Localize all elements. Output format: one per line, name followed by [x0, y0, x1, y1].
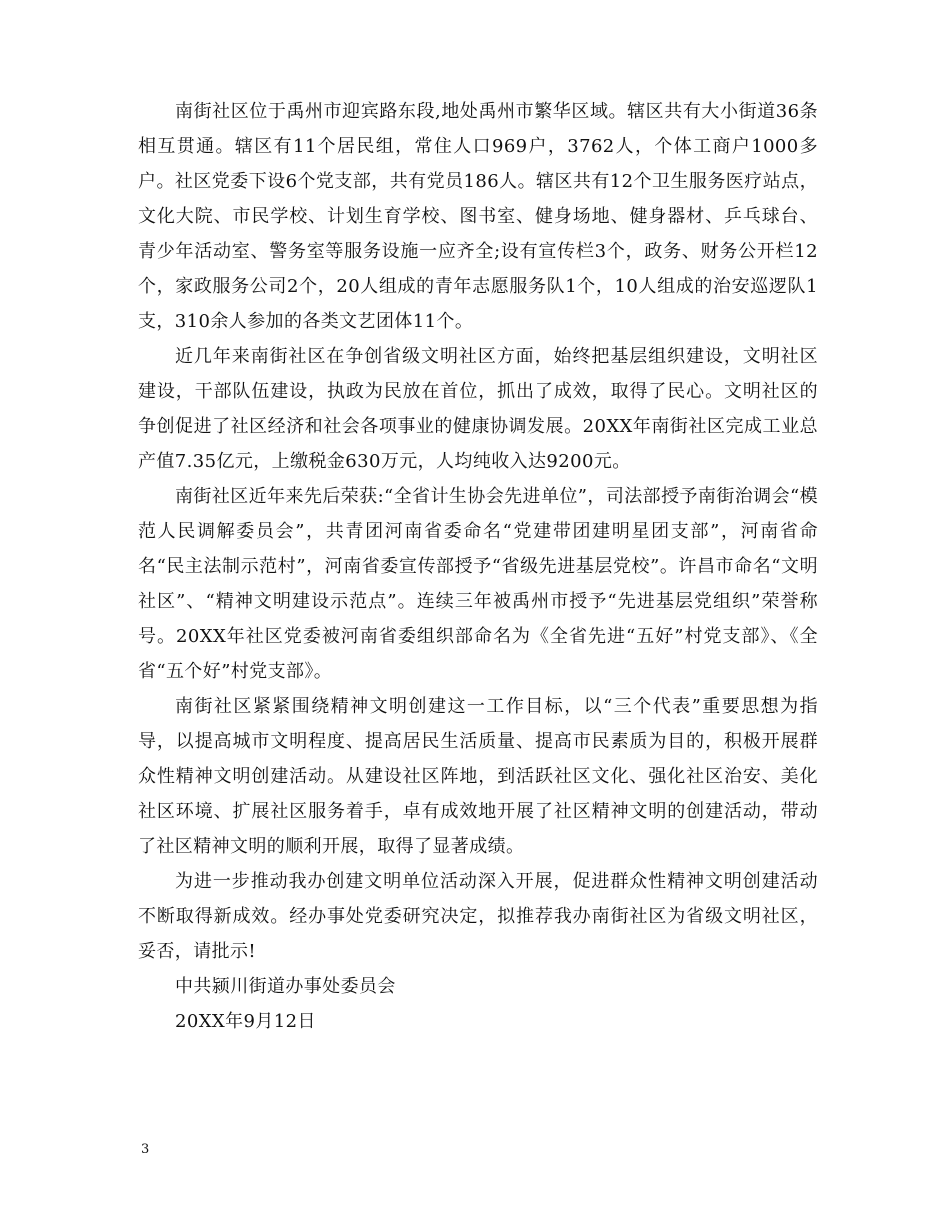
signature-organization: 中共颍川街道办事处委员会 [175, 976, 396, 997]
document-body [138, 94, 818, 1039]
signature-date: 20XX年9月12日 [175, 1011, 316, 1032]
page-number: 3 [141, 1142, 150, 1157]
paragraph-honors: 南街社区近年来先后荣获:“全省计生协会先进单位”，司法部授予南街治调会“模范人民调解委员会”，共青团河南省委命名“党建带团建明星团支部”，河南省命名“民主法制示范村”，河南省委宣传部授予“省级先进基层党校”。许昌市命名“文明社区”、“精神文明建设示范点”。连续三年被禹州市授予“先进基层党组织”荣誉称号。20XX年社区党委被河南省委组织部命名为《全省先进“五好”村党支部》、《全省“五个好”村党支部》。 [138, 486, 818, 682]
paragraph-community-overview: 南街社区位于禹州市迎宾路东段,地处禹州市繁华区域。辖区共有大小街道36条相互贯通。辖区有11个居民组，常住人口969户，3762人，个体工商户1000多户。社区党委下设6个党支部，共有党员186人。辖区共有12个卫生服务医疗站点，文化大院、市民学校、计划生育学校、图书室、健身场地、健身器材、乒乓球台、青少年活动室、警务室等服务设施一应齐全;设有宣传栏3个，政务、财务公开栏12个，家政服务公司2个，20人组成的青年志愿服务队1个，10人组成的治安巡逻队1支，310余人参加的各类文艺团体11个。 [138, 101, 818, 332]
paragraph-recommendation: 为进一步推动我办创建文明单位活动深入开展，促进群众性精神文明创建活动不断取得新成效。经办事处党委研究决定，拟推荐我办南街社区为省级文明社区，妥否，请批示! [138, 871, 818, 962]
paragraph-recent-achievements: 近几年来南街社区在争创省级文明社区方面，始终把基层组织建设，文明社区建设，干部队伍建设，执政为民放在首位，抓出了成效，取得了民心。文明社区的争创促进了社区经济和社会各项事业的健康协调发展。20XX年南街社区完成工业总产值7.35亿元，上缴税金630万元，人均纯收入达9200元。 [138, 346, 818, 472]
paragraph-creation-activities: 南街社区紧紧围绕精神文明创建这一工作目标，以“三个代表”重要思想为指导，以提高城市文明程度、提高居民生活质量、提高市民素质为目的，积极开展群众性精神文明创建活动。从建设社区阵地，到活跃社区文化、强化社区治安、美化社区环境、扩展社区服务着手，卓有成效地开展了社区精神文明的创建活动，带动了社区精神文明的顺利开展，取得了显著成绩。 [138, 696, 818, 857]
